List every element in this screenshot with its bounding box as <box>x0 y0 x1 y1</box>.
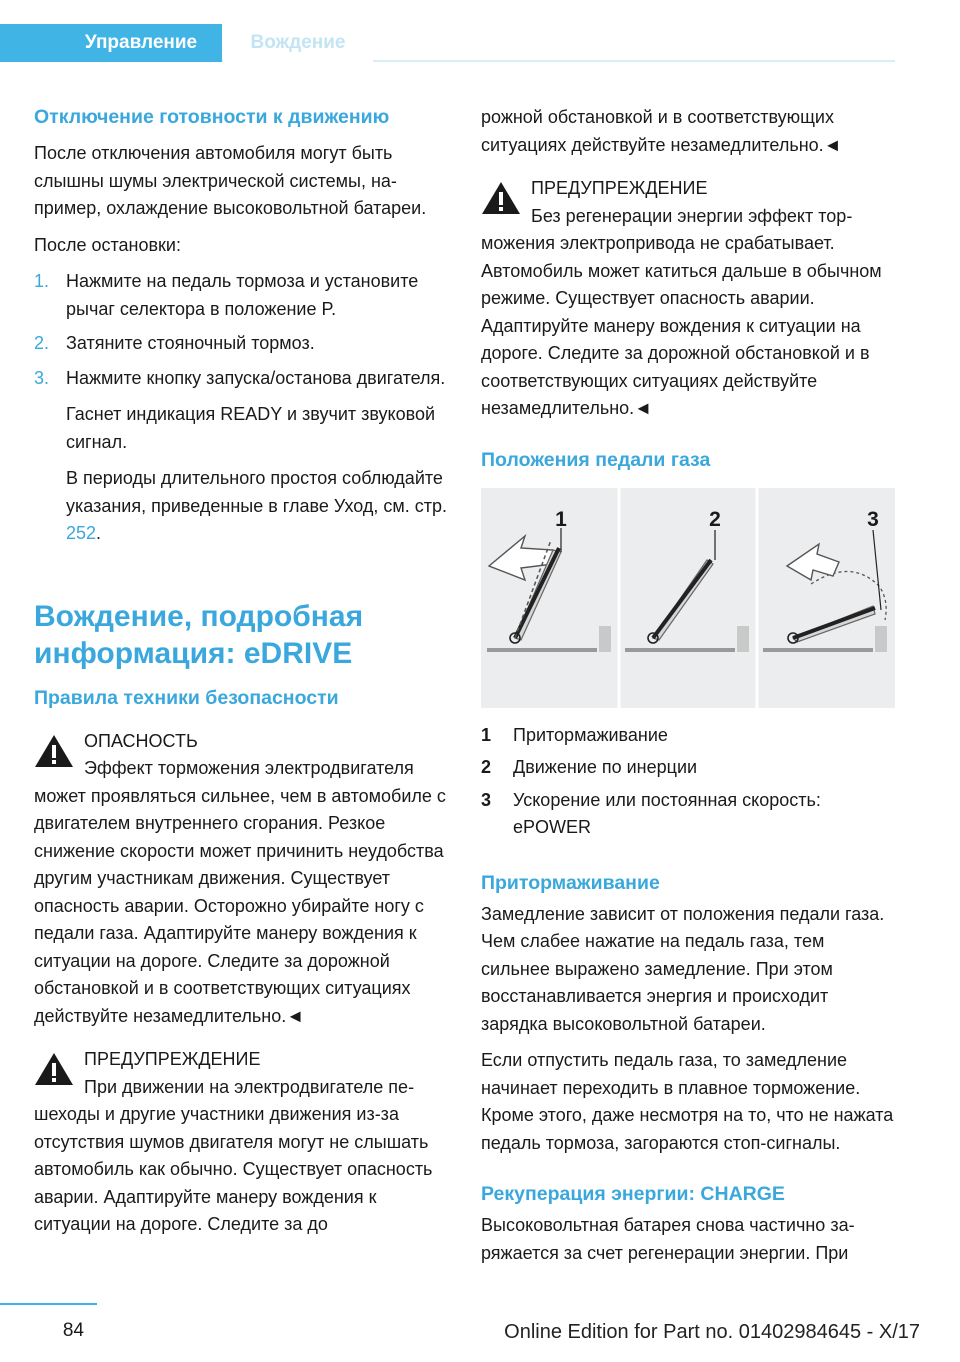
figure-label-2: 2 <box>709 507 721 531</box>
tab-driving[interactable]: Вождение <box>223 24 373 62</box>
paragraph: После остановки: <box>34 234 181 255</box>
tab-controls[interactable]: Управление <box>0 24 222 62</box>
step-note-text: В периоды длительного простоя соблюдайте указания, приведенные в главе Уход, см. стр. <box>66 468 448 516</box>
paragraph: рожной обстановкой и в соответствующих ситуациях действуйте незамедлительно.◄ <box>481 107 842 155</box>
step-text: Нажмите на педаль тормоза и установите рычаг селектора в положение P. <box>66 271 419 319</box>
warning-triangle-icon <box>34 1052 74 1086</box>
page-number: 84 <box>62 1320 84 1341</box>
figure-legend <box>481 722 896 842</box>
legend-text: Притормаживание <box>513 724 668 745</box>
paragraph: После отключения автомобиля могут быть слышны шумы электрической системы, например, охлаждение высоковольтной батареи. <box>34 143 427 218</box>
legend-item <box>481 787 896 842</box>
paragraph: Замедление зависит от положения педали газа. Чем слабее нажатие на педаль газа, тем сильнее выражено замедление. При этом восстанавливается энергия и происходит зарядка высоковольтной батареи. <box>481 903 885 1034</box>
legend-number: 1 <box>481 724 492 745</box>
paragraph: Если отпустить педаль газа, то замедление начинает переходить в плавное торможение. Кроме этого, даже несмотря на то, что не нажата педаль тормоза, загораются стоп-сигналы. <box>481 1050 894 1153</box>
step-text: Затяните стояночный тормоз. <box>66 333 315 353</box>
warning-text: Без регенерации энергии эффект торможения электропривода не срабатывает. Автомобиль может катиться дальше в обычном режиме. Существует опасность аварии. Адаптируйте манеру вождения к ситуации на дороге. Следите за дорожной обстановкой и в соответствующих ситуациях действуйте незамедлительно.◄ <box>481 205 882 418</box>
main-heading: Вождение, подробная информация: eDRIVE <box>34 599 364 670</box>
figure-label-3: 3 <box>867 507 879 531</box>
warning-triangle-icon <box>34 734 74 768</box>
step-note: Гаснет индикация READY и звучит звуковой сигнал. <box>66 404 436 452</box>
step-number: 1. <box>34 271 50 291</box>
section-heading-safety: Правила техники безопасности <box>34 686 339 709</box>
steps-list <box>34 268 452 392</box>
warning-label: ПРЕДУПРЕЖДЕНИЕ <box>84 1049 261 1069</box>
legend-item <box>481 722 896 750</box>
step-note-end: . <box>96 523 102 543</box>
list-item <box>34 268 452 323</box>
figure-label-1: 1 <box>555 507 567 531</box>
danger-text: Эффект торможения электродвигателя может проявляться сильнее, чем в автомобиле с двигателем внутреннего сгорания. Резкое снижение скорости может причинить неудобства другим участникам движения. Существует опасность аварии. Осторожно убирайте ногу с педали газа. Адаптируйте манеру вождения к ситуации на дороге. Следите за дорожной обстановкой и в соответствующих ситуациях действуйте незамедлительно.◄ <box>34 758 446 1026</box>
section-heading-pedal: Положения педали газа <box>481 448 711 471</box>
section-heading-shutdown: Отключение готовности к движению <box>34 106 390 128</box>
step-number: 2. <box>34 333 50 353</box>
footer-rule <box>0 1303 97 1305</box>
step-number: 3. <box>34 367 50 388</box>
legend-number: 3 <box>481 789 492 810</box>
legend-item <box>481 754 896 782</box>
header-tabs <box>0 24 895 62</box>
warning-block <box>34 1046 452 1239</box>
warning-label: ПРЕДУПРЕЖДЕНИЕ <box>531 178 708 198</box>
section-heading-braking: Притормаживание <box>481 871 660 894</box>
warning-text: При движении на электродвигателе пешеходы и другие участники движения из-за отсутствия шумов двигателя могут не слышать автомобиль как обычно. Существует опасность аварии. Адаптируйте манеру вождения к ситуации на дороге. Следите за до <box>34 1076 433 1234</box>
legend-text: Ускорение или постоянная скорость: ePOWER <box>513 789 821 837</box>
pedal-illustration <box>481 488 895 708</box>
warning-block <box>481 175 896 423</box>
danger-block <box>34 728 452 1031</box>
list-item <box>34 365 452 393</box>
list-item <box>34 330 452 358</box>
left-column <box>34 104 452 1239</box>
legend-number: 2 <box>481 757 492 777</box>
pedal-positions-figure <box>481 488 895 708</box>
edition-footer: Online Edition for Part no. 01402984645 - X/17 <box>504 1321 920 1343</box>
paragraph: Высоковольтная батарея снова частично заряжается за счет регенерации энергии. При <box>481 1215 855 1263</box>
right-column <box>481 104 896 1267</box>
warning-triangle-icon <box>481 181 521 215</box>
danger-label: ОПАСНОСТЬ <box>84 730 198 751</box>
step-note <box>34 465 452 548</box>
page-link[interactable]: 252 <box>66 523 97 543</box>
legend-text: Движение по инерции <box>513 757 698 777</box>
step-text: Нажмите кнопку запуска/останова двигателя. <box>66 367 446 388</box>
section-heading-recuperation: Рекуперация энергии: CHARGE <box>481 1183 785 1205</box>
